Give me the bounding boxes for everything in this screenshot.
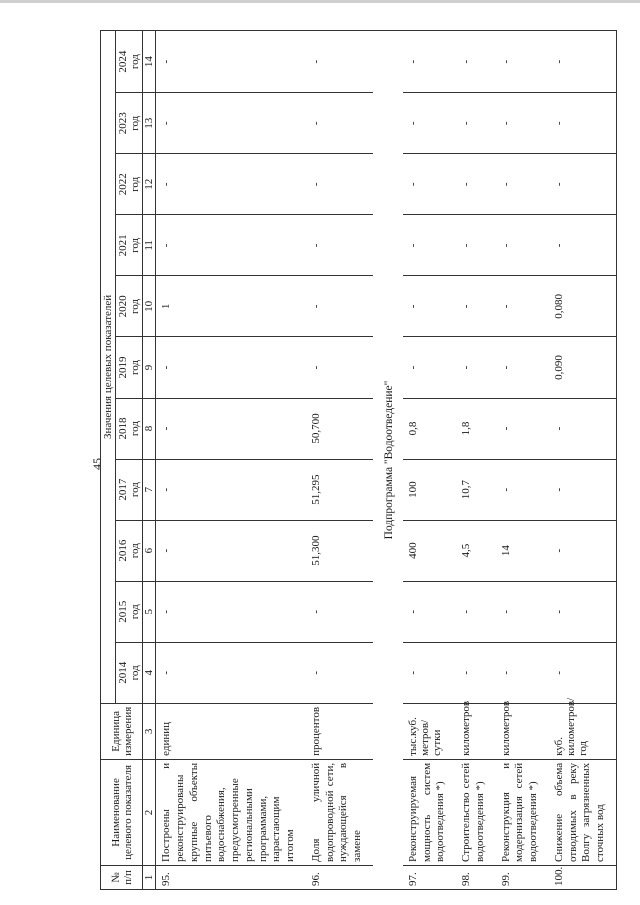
header-year: 2019 год (116, 337, 143, 398)
subprogram-title: Подпрограмма "Водоотведение" (373, 31, 403, 890)
header-year: 2024 год (116, 31, 143, 93)
unit-cell: тыс.куб. метров/ сутки (403, 703, 456, 759)
value-cell: - (456, 31, 496, 93)
table-row (306, 31, 373, 890)
header-year: 2021 год (116, 215, 143, 276)
value-cell: 0,8 (403, 398, 456, 459)
value-cell: - (156, 154, 306, 215)
table-row (403, 31, 456, 890)
value-cell: - (456, 93, 496, 154)
header-year: 2022 год (116, 154, 143, 215)
value-cell: 0,090 (549, 337, 617, 398)
value-cell: - (403, 93, 456, 154)
indicator-name: Реконструируемая мощность систем водоотведения *) (403, 759, 456, 865)
value-cell: - (306, 642, 373, 703)
column-index: 10 (143, 276, 156, 337)
value-cell: - (156, 642, 306, 703)
table-row (156, 31, 306, 890)
column-index: 9 (143, 337, 156, 398)
unit-cell: километров (456, 703, 496, 759)
unit-cell: процентов (306, 703, 373, 759)
value-cell: - (306, 581, 373, 642)
value-cell: - (456, 276, 496, 337)
value-cell: - (403, 31, 456, 93)
column-index: 2 (143, 759, 156, 865)
column-index: 11 (143, 215, 156, 276)
value-cell: - (549, 31, 617, 93)
table-row (549, 31, 617, 890)
unit-cell: куб. километров/ год (549, 703, 617, 759)
column-index: 14 (143, 31, 156, 93)
value-cell: - (306, 215, 373, 276)
value-cell: - (156, 337, 306, 398)
value-cell: - (496, 459, 549, 520)
value-cell: - (403, 215, 456, 276)
column-index: 12 (143, 154, 156, 215)
value-cell: - (549, 93, 617, 154)
value-cell: 50,700 (306, 398, 373, 459)
value-cell: - (456, 337, 496, 398)
header-year: 2014 год (116, 642, 143, 703)
header-year: 2015 год (116, 581, 143, 642)
value-cell: 51,300 (306, 520, 373, 581)
column-index: 8 (143, 398, 156, 459)
value-cell: - (156, 93, 306, 154)
value-cell: 14 (496, 520, 549, 581)
value-cell: 10,7 (456, 459, 496, 520)
value-cell: - (306, 276, 373, 337)
indicator-name: Строительство сетей водоотведения *) (456, 759, 496, 865)
header-year: 2020 год (116, 276, 143, 337)
value-cell: - (549, 154, 617, 215)
value-cell: - (496, 31, 549, 93)
header-name: Наименование целевого показателя (101, 759, 143, 865)
value-cell: 51,295 (306, 459, 373, 520)
table-row (496, 31, 549, 890)
row-number: 100. (549, 865, 617, 889)
value-cell: - (496, 154, 549, 215)
value-cell: - (496, 215, 549, 276)
value-cell: - (156, 520, 306, 581)
value-cell: - (156, 459, 306, 520)
column-index: 1 (143, 865, 156, 889)
indicator-name: Снижение объема отводимых в реку Волгу загрязненных сточных вод (549, 759, 617, 865)
value-cell: - (456, 642, 496, 703)
value-cell: - (456, 581, 496, 642)
value-cell: - (156, 31, 306, 93)
value-cell: 1 (156, 276, 306, 337)
value-cell: 100 (403, 459, 456, 520)
value-cell: - (156, 581, 306, 642)
header-values-group: Значения целевых показателей (101, 31, 116, 704)
value-cell: - (549, 520, 617, 581)
value-cell: 4,5 (456, 520, 496, 581)
indicator-name: Реконструкция и модернизация сетей водоотведения *) (496, 759, 549, 865)
header-year: 2023 год (116, 93, 143, 154)
indicator-name: Доля уличной водопроводной сети, нуждающейся в замене (306, 759, 373, 865)
value-cell: 400 (403, 520, 456, 581)
value-cell: 1,8 (456, 398, 496, 459)
value-cell: - (496, 642, 549, 703)
top-edge-strip (0, 0, 640, 3)
header-year: 2018 год (116, 398, 143, 459)
row-number: 98. (456, 865, 496, 889)
row-number: 95. (156, 865, 306, 889)
value-cell: - (549, 398, 617, 459)
header-num: № п/п (101, 865, 143, 889)
table-row (456, 31, 496, 890)
value-cell: - (456, 215, 496, 276)
row-number: 97. (403, 865, 456, 889)
column-index: 5 (143, 581, 156, 642)
column-index: 13 (143, 93, 156, 154)
header-unit: Единица измерения (101, 703, 143, 759)
unit-cell: километров (496, 703, 549, 759)
value-cell: - (496, 337, 549, 398)
value-cell: - (496, 398, 549, 459)
value-cell: - (549, 215, 617, 276)
value-cell: - (549, 581, 617, 642)
column-index: 7 (143, 459, 156, 520)
value-cell: - (306, 93, 373, 154)
value-cell: - (403, 337, 456, 398)
value-cell: - (549, 642, 617, 703)
unit-cell: единиц (156, 703, 306, 759)
value-cell: - (156, 215, 306, 276)
value-cell: - (306, 31, 373, 93)
value-cell: - (403, 581, 456, 642)
value-cell: - (156, 398, 306, 459)
page-number: 45 (90, 458, 104, 470)
indicator-name: Построены и реконструированы крупные объекты питьевого водоснабжения, предусмотренные региональными программами, нарастающим итогом (156, 759, 306, 865)
value-cell: - (403, 154, 456, 215)
header-year: 2016 год (116, 520, 143, 581)
value-cell: - (496, 93, 549, 154)
row-number: 99. (496, 865, 549, 889)
header-year: 2017 год (116, 459, 143, 520)
column-index: 3 (143, 703, 156, 759)
column-index: 4 (143, 642, 156, 703)
column-index: 6 (143, 520, 156, 581)
value-cell: - (456, 154, 496, 215)
value-cell: - (306, 154, 373, 215)
row-number: 96. (306, 865, 373, 889)
value-cell: - (549, 459, 617, 520)
value-cell: - (403, 642, 456, 703)
value-cell: - (403, 276, 456, 337)
target-indicators-table (100, 30, 617, 890)
value-cell: 0,080 (549, 276, 617, 337)
value-cell: - (306, 337, 373, 398)
rotated-table-page (100, 30, 640, 890)
value-cell: - (496, 581, 549, 642)
value-cell: - (496, 276, 549, 337)
